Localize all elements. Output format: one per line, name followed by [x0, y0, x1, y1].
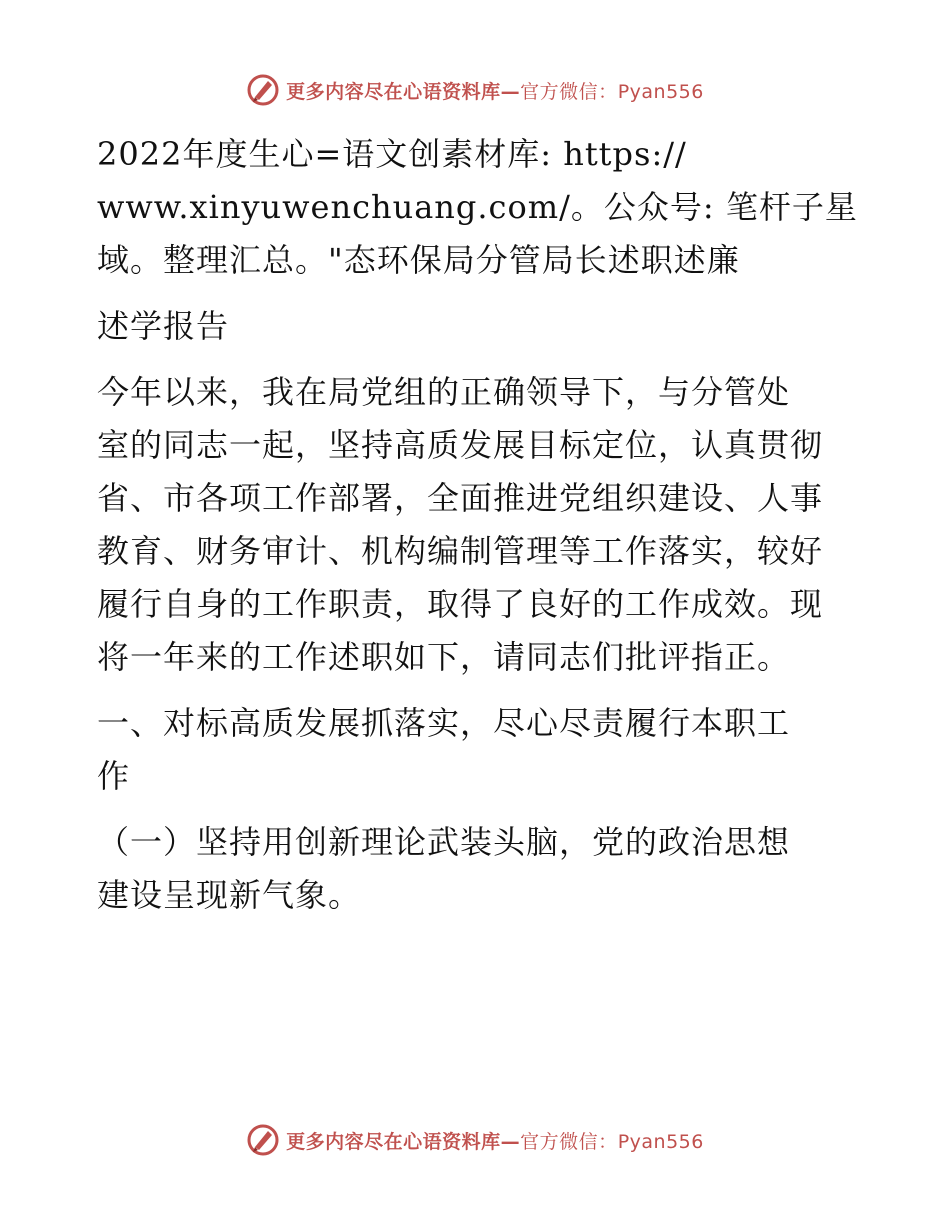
text-line: 2022年度生心=语文创素材库: https://: [97, 135, 687, 173]
banner-wechat-label: 官方微信：: [520, 1130, 618, 1153]
text-line: 述学报告: [97, 307, 230, 345]
fountain-pen-logo-icon: [246, 73, 280, 107]
text-line: 今年以来，我在局党组的正确领导下，与分管处: [97, 373, 791, 411]
banner-wechat-id: Pyan556: [617, 1130, 704, 1153]
footer-watermark-banner: [0, 1120, 950, 1160]
section-heading-1: [97, 697, 857, 803]
text-line: 省、市各项工作部署，全面推进党组织建设、人事: [97, 479, 824, 517]
text-line: （一）坚持用创新理论武装头脑，党的政治思想: [97, 823, 791, 861]
report-title-paragraph: [97, 300, 857, 353]
text-line: 室的同志一起，坚持高质发展目标定位，认真贯彻: [97, 426, 824, 464]
banner-text: [286, 77, 704, 104]
banner-wechat-label: 官方微信：: [520, 80, 618, 103]
banner-title: 更多内容尽在心语资料库: [286, 80, 501, 103]
document-body: [97, 128, 857, 922]
fountain-pen-logo-icon: [246, 1123, 280, 1157]
text-line: 一、对标高质发展抓落实，尽心尽责履行本职工: [97, 704, 791, 742]
header-watermark-banner: [0, 70, 950, 110]
opening-paragraph: [97, 366, 857, 684]
banner-separator: —: [500, 1130, 521, 1153]
text-line: 教育、财务审计、机构编制管理等工作落实，较好: [97, 532, 824, 570]
banner-text: [286, 1127, 704, 1154]
banner-title: 更多内容尽在心语资料库: [286, 1130, 501, 1153]
banner-wechat-id: Pyan556: [617, 80, 704, 103]
text-line: 作: [97, 757, 131, 795]
banner-separator: —: [500, 80, 521, 103]
text-line: 域。整理汇总。"态环保局分管局长述职述廉: [97, 241, 740, 279]
text-line: 建设呈现新气象。: [97, 876, 362, 914]
subsection-heading-1: [97, 816, 857, 922]
text-line: www.xinyuwenchuang.com/。公众号: 笔杆子星: [97, 188, 858, 226]
intro-paragraph: [97, 128, 857, 287]
text-line: 履行自身的工作职责，取得了良好的工作成效。现: [97, 585, 824, 623]
text-line: 将一年来的工作述职如下，请同志们批评指正。: [97, 638, 791, 676]
